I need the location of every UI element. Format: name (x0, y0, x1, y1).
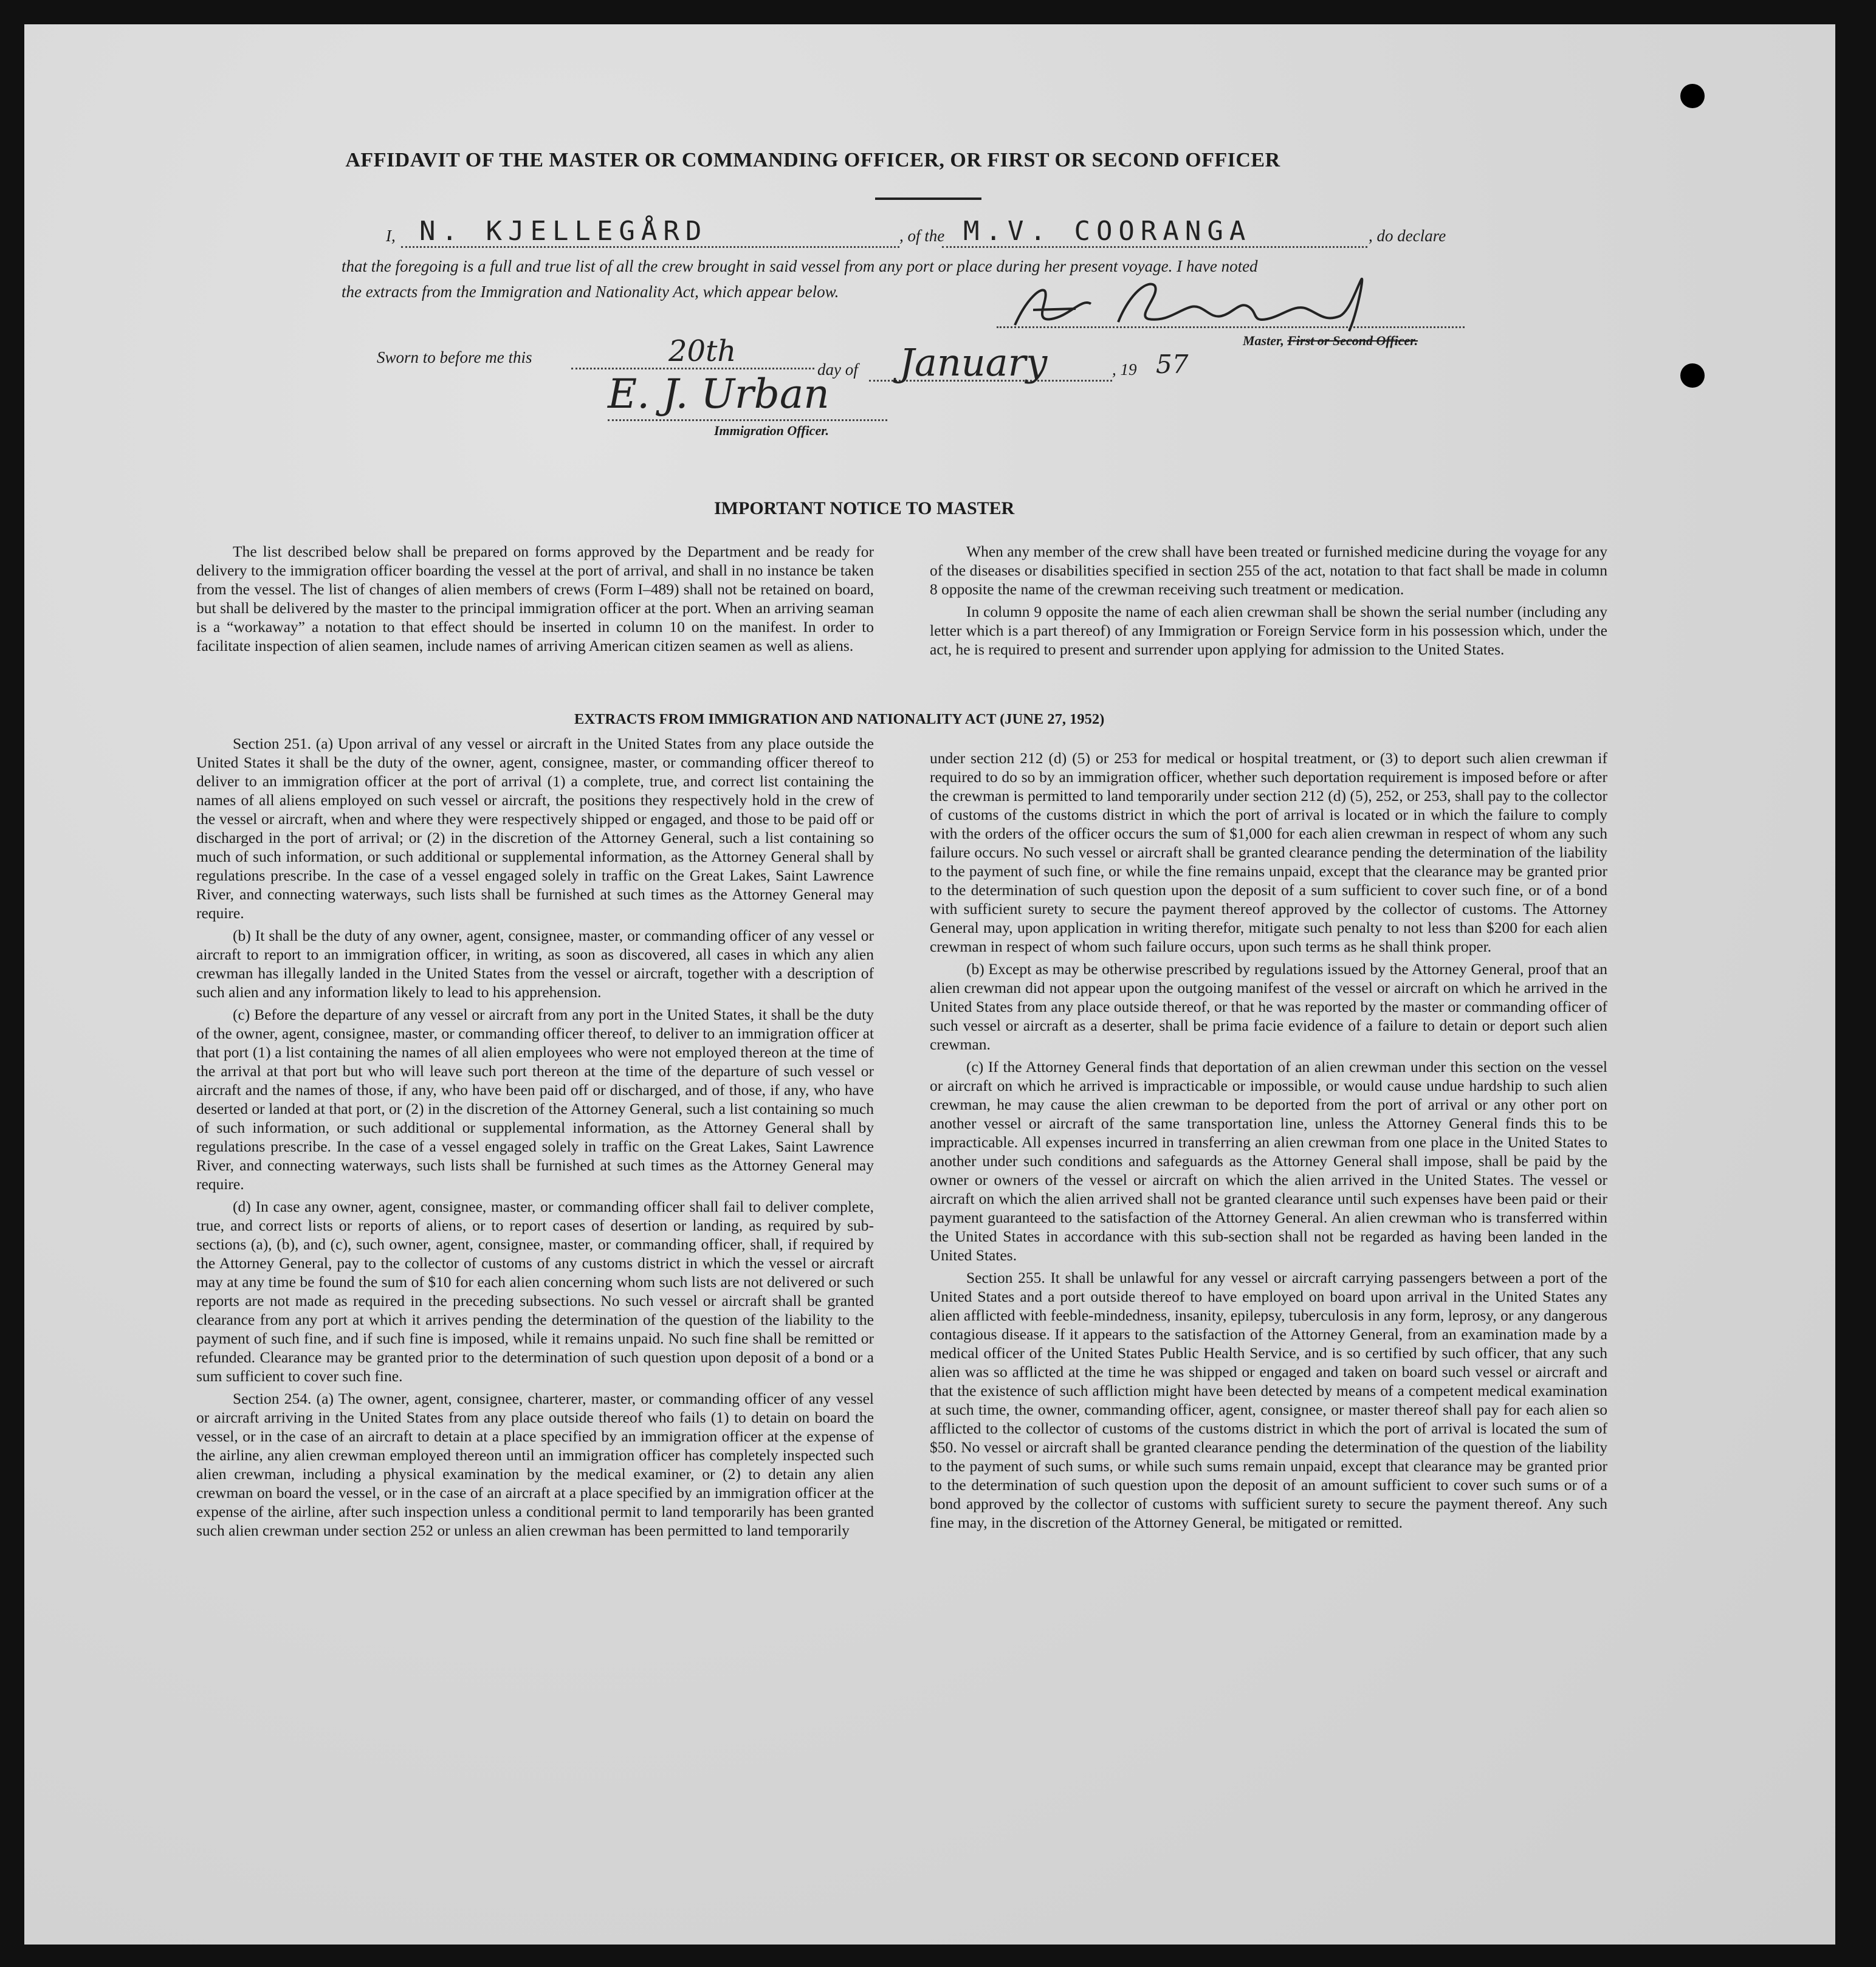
punch-hole-top (1680, 84, 1705, 108)
officer-label: Immigration Officer. (714, 423, 830, 438)
notice-left-column (196, 542, 874, 656)
day-of-label: day of (817, 360, 858, 379)
i-label: I, (386, 227, 396, 245)
struck-officer-label: First or Second Officer. (1287, 333, 1418, 348)
section-251-d: (d) In case any owner, agent, consignee, master, or commanding officer shall fail to deliver complete, true, and correct lists or reports of aliens, or to report cases of desertion or landing, as required by sub-sections (a), (b), and (c), such owner, agent, consignee, master, or commanding officer, shall, if required by the Attorney General, pay to the collector of customs of any customs district in which the vessel or aircraft may at any time be found the sum of $10 for each alien concerning whom such lists are not delivered or such reports are not made as required in the preceding subsections. No such vessel or aircraft shall be granted clearance from any port at which it arrives pending the determination of the question of the liability to the payment of such fine, and if such fine is imposed, while it remains unpaid. No such fine shall be remitted or refunded. Clearance may be granted prior to the determination of such question upon deposit of a bond or a sum sufficient to cover such fine. (196, 1198, 874, 1385)
sworn-month-value: January (899, 340, 1048, 385)
statement-line-2: the extracts from the Immigration and Nationality Act, which appear below. (342, 283, 839, 301)
punch-hole-middle (1680, 363, 1705, 388)
notice-right-column (930, 542, 1607, 660)
notice-title: IMPORTANT NOTICE TO MASTER (714, 498, 1015, 518)
section-254-c: (c) If the Attorney General finds that deportation of an alien crewman under this section on the vessel or aircraft on which he arrived is impracticable or impossible, or would cause undue hardship to such alien crewman, he may cause the alien crewman to be deported from the port of arrival or any other port on another vessel or aircraft of the same transportation line, unless the Attorney General finds this to be impracticable. All expenses incurred in transferring an alien crewman from one place in the United States to another under such conditions and safeguards as the Attorney General shall impose, shall be paid by the owner or owners of the vessel or aircraft on which the alien arrived in the United States. The vessel or aircraft on which the alien arrived shall not be granted clearance until such expenses have been paid or their payment guaranteed to the satisfaction of the Attorney General. An alien crewman who is transferred within the United States in accordance with this sub-section shall not be regarded as having been landed in the United States. (930, 1058, 1607, 1264)
statement-line-1: that the foregoing is a full and true list of all the crew brought in said vessel from any port or place during her present voyage. I have noted (342, 257, 1258, 275)
section-254-a: Section 254. (a) The owner, agent, consignee, charterer, master, or commanding officer of any vessel or aircraft arriving in the United States from any place outside thereof who fails (1) to detain on board the vessel, or in the case of an aircraft to detain at a place specified by an immigration officer at the expense of the airline, any alien crewman employed thereon until an immigration officer has completely inspected such alien crewman, including a physical examination by the medical examiner, or (2) to detain any alien crewman on board the vessel, or in the case of an aircraft at a place specified by an immigration officer at the expense of the airline, after such inspection unless a conditional permit to land temporarily has been granted such alien crewman under section 252 or unless an alien crewman has been permitted to land temporarily (196, 1390, 874, 1539)
master-label-text: Master, (1243, 333, 1284, 348)
extracts-right-column (930, 749, 1607, 1533)
section-251-a: Section 251. (a) Upon arrival of any vessel or aircraft in the United States from any place outside the United States it shall be the duty of the owner, agent, consignee, master, or commanding officer thereof to deliver to an immigration officer at the port of arrival (1) a complete, true, and correct list containing the names of all aliens employed on such vessel or aircraft, the positions they respectively hold in the crew of the vessel or aircraft, when and where they were respectively shipped or engaged, and those to be paid off or discharged in the port of arrival; or (2) in the discretion of the Attorney General, such a list containing so much of such information, or such additional or supplemental information, as the Attorney General shall by regulations prescribe. In the case of a vessel engaged solely in traffic on the Great Lakes, Saint Lawrence River, and connecting waterways, such lists shall be furnished at such times as the Attorney General may require. (196, 735, 874, 922)
master-name-value: N. KJELLEGÅRD (419, 216, 708, 247)
sworn-label: Sworn to before me this (377, 348, 532, 366)
do-declare-label: , do declare (1369, 227, 1446, 245)
officer-signature: E. J. Urban (608, 371, 830, 417)
section-251-c: (c) Before the departure of any vessel or aircraft from any port in the United States, it shall be the duty of the owner, agent, consignee, master, or commanding officer thereof, to deliver to an immigration officer at that port (1) a list containing the names of all alien employees who were not employed thereon at the time of the arrival at that port but who will leave such port thereon at the time of the departure of such vessel or aircraft and the names of those, if any, who have been paid off or discharged, and of those, if any, who have deserted or landed at that port, or (2) in the discretion of the Attorney General, such a list containing so much of such information, or such additional or supplemental information, as the Attorney General shall by regulations prescribe. In the case of a vessel engaged solely in traffic on the Great Lakes, Saint Lawrence River, and connecting waterways, such lists shall be furnished at such times as the Attorney General may require. (196, 1006, 874, 1193)
notice-right-paragraph-1: When any member of the crew shall have been treated or furnished medicine during the voyage for any of the diseases or disabilities specified in section 255 of the act, notation to that fact shall be made in column 8 opposite the name of the crewman receiving such treatment or medication. (930, 543, 1607, 598)
notice-left-paragraph: The list described below shall be prepared on forms approved by the Department and be ready for delivery to the immigration officer boarding the vessel at the port of arrival, and shall in no instance be taken from the vessel. The list of changes of alien members of crews (Form I–489) shall not be retained on board, but shall be delivered by the master to the principal immigration officer at the port. When an arriving seaman is a “workaway” a notation to that effect should be inserted in column 10 on the manifest. In order to facilitate inspection of alien seamen, include names of arriving American citizen seamen as well as aliens. (196, 543, 874, 654)
section-254-b: (b) Except as may be otherwise prescribed by regulations issued by the Attorney General, proof that an alien crewman did not appear upon the outgoing manifest of the vessel or aircraft on which he arrived in the United States from any place outside thereof, or that he was reported by the master or commanding officer of such vessel or aircraft as a deserter, shall be prima facie evidence of a failure to detain or deport such alien crewman. (930, 960, 1607, 1053)
master-label (1243, 333, 1418, 349)
master-signature (1009, 273, 1422, 340)
officer-signature-line (608, 419, 887, 421)
notice-right-paragraph-2: In column 9 opposite the name of each alien crewman shall be shown the serial number (including any letter which is a part thereof) of any Immigration or Foreign Service form in his possession which, under the act, he is required to present and surrender upon applying for admission to the United States. (930, 603, 1607, 658)
section-251-b: (b) It shall be the duty of any owner, agent, consignee, master, or commanding officer of any vessel or aircraft to report to an immigration officer, in writing, as soon as discovered, all cases in which any alien crewman has illegally landed in the United States from the vessel or aircraft, together with a description of such alien and any information likely to lead to his apprehension. (196, 927, 874, 1001)
of-the-label: , of the (899, 227, 945, 245)
year-suffix: 57 (1156, 349, 1189, 379)
extracts-title: EXTRACTS FROM IMMIGRATION AND NATIONALITY ACT (JUNE 27, 1952) (574, 711, 1105, 727)
section-254-a-continued: under section 212 (d) (5) or 253 for medical or hospital treatment, or (3) to deport such alien crewman if required to do so by an immigration officer, whether such deportation requirement is imposed before or after the crewman is permitted to land temporarily under section 212 (d) (5), 252, or 253, shall pay to the collector of customs of the customs district in which the port of arrival is located or in which the failure to comply with the orders of the officer occurs the sum of $1,000 for each alien crewman in respect of whom any such failure occurs. No such vessel or aircraft shall be granted clearance pending the determination of the liability to the payment of such fine, or while the fine remains unpaid, except that the clearance may be granted prior to the determination of such question upon the deposit of a sum sufficient to cover such fine, or of a bond with sufficient surety to secure the payment thereof approved by the collector of customs. The Attorney General may, upon application in writing therefor, mitigate such penalty to not less than $200 for each alien crewman in respect of whom such failure occurs, upon such terms as he shall think proper. (930, 749, 1607, 955)
document-page (24, 24, 1835, 1945)
title-rule (875, 197, 981, 200)
extracts-left-column (196, 734, 874, 1541)
year-prefix: , 19 (1112, 360, 1137, 379)
sworn-day-value: 20th (668, 334, 737, 368)
vessel-name-value: M.V. COORANGA (963, 216, 1252, 247)
section-255: Section 255. It shall be unlawful for any vessel or aircraft carrying passengers between a port of the United States and a port outside thereof to have employed on board upon arrival in the United States any alien afflicted with feeble-mindedness, insanity, epilepsy, tuberculosis in any form, leprosy, or any dangerous contagious disease. If it appears to the satisfaction of the Attorney General, from an examination made by a medical officer of the United States Public Health Service, and is so certified by such officer, that any such alien was so afflicted at the time he was shipped or engaged and taken on board such vessel or aircraft and that the existence of such affliction might have been detected by means of a competent medical examination at such time, the owner, commanding officer, agent, consignee, or master thereof shall pay for each alien so afflicted to the collector of customs of the customs district in which the port of arrival is located the sum of $50. No vessel or aircraft shall be granted clearance pending the determination of the question of the liability to the payment of such sums, or while such sums remain unpaid, except that clearance may be granted prior to the determination of such question upon the deposit of an amount sufficient to cover such sums or of a bond approved by the collector of customs with sufficient surety to secure the payment thereof. Any such fine may, in the discretion of the Attorney General, be mitigated or remitted. (930, 1269, 1607, 1531)
affidavit-title: AFFIDAVIT OF THE MASTER OR COMMANDING OFFICER, OR FIRST OR SECOND OFFICER (345, 149, 1280, 171)
